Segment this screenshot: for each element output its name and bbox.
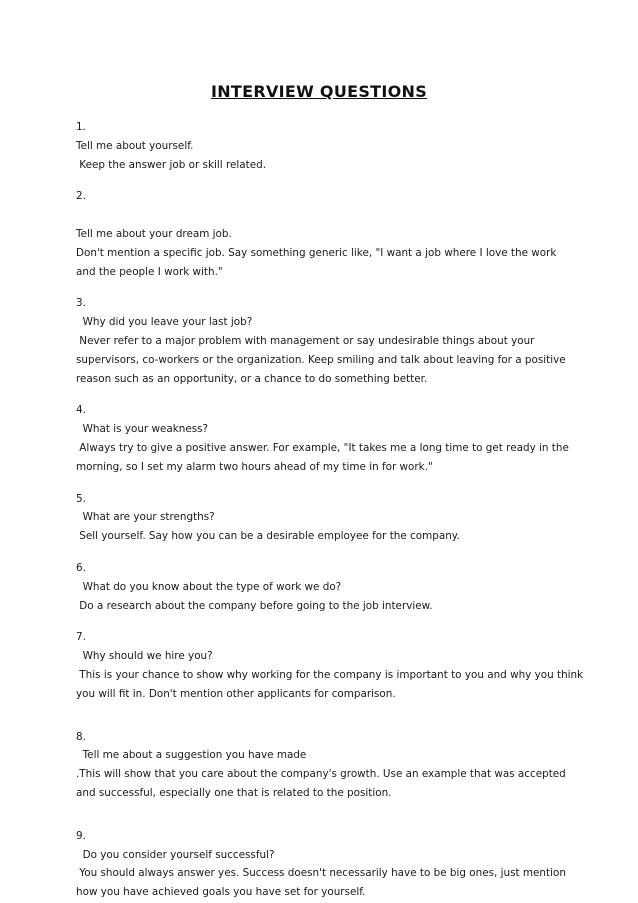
answer-text: supervisors, co-workers or the organization. Keep smiling and talk about leaving for a positive bbox=[76, 353, 566, 366]
answer-text: you will fit in. Don't mention other applicants for comparison. bbox=[76, 687, 396, 700]
answer-text: reason such as an opportunity, or a chance to do something better. bbox=[76, 372, 428, 385]
question-6 bbox=[76, 559, 566, 615]
answer-text: how you have achieved goals you have set for yourself. bbox=[76, 886, 366, 899]
question-4 bbox=[76, 401, 569, 476]
question-number: 9. bbox=[76, 829, 86, 842]
question-7 bbox=[76, 628, 584, 703]
answer-text: and the people I work with." bbox=[76, 265, 223, 278]
question-number: 7. bbox=[76, 631, 86, 644]
question-text: Tell me about your dream job. bbox=[76, 227, 232, 240]
answer-text: Do a research about the company before going to the job interview. bbox=[76, 599, 433, 612]
question-8 bbox=[76, 728, 566, 803]
question-5 bbox=[76, 490, 566, 546]
question-number: 4. bbox=[76, 404, 86, 417]
document-title: INTERVIEW QUESTIONS bbox=[210, 82, 428, 101]
question-text: Why did you leave your last job? bbox=[76, 316, 253, 329]
question-number: 3. bbox=[76, 297, 86, 310]
question-text: What is your weakness? bbox=[76, 423, 209, 436]
question-text: Do you consider yourself successful? bbox=[76, 848, 275, 861]
answer-text: This is your chance to show why working for the company is important to you and why you think bbox=[76, 668, 584, 681]
answer-text: .This will show that you care about the company's growth. Use an example that was accepted bbox=[76, 768, 566, 781]
question-number: 5. bbox=[76, 492, 86, 505]
answer-text: Always try to give a positive answer. For example, "It takes me a long time to get ready in the bbox=[76, 441, 569, 454]
blank-line bbox=[76, 206, 566, 225]
answer-text: Sell yourself. Say how you can be a desirable employee for the company. bbox=[76, 530, 460, 543]
answer-text: morning, so I set my alarm two hours ahead of my time in for work." bbox=[76, 460, 433, 473]
question-number: 1. bbox=[76, 121, 86, 133]
question-1 bbox=[76, 118, 566, 174]
question-text: What do you know about the type of work we do? bbox=[76, 580, 342, 593]
question-number: 8. bbox=[76, 730, 86, 743]
answer-text: Keep the answer job or skill related. bbox=[76, 158, 266, 171]
answer-text: Never refer to a major problem with management or say undesirable things about your bbox=[76, 334, 535, 347]
question-number: 2. bbox=[76, 190, 86, 203]
question-text: Why should we hire you? bbox=[76, 650, 213, 663]
answer-text: Don't mention a specific job. Say something generic like, "I want a job where I love the work bbox=[76, 246, 557, 259]
question-list bbox=[76, 118, 584, 902]
question-2 bbox=[76, 187, 566, 281]
answer-text: and successful, especially one that is related to the position. bbox=[76, 786, 392, 799]
question-9 bbox=[76, 827, 566, 902]
question-number: 6. bbox=[76, 561, 86, 574]
question-text: Tell me about yourself. bbox=[76, 139, 194, 152]
question-text: Tell me about a suggestion you have made bbox=[76, 749, 307, 762]
question-3 bbox=[76, 294, 566, 388]
question-text: What are your strengths? bbox=[76, 511, 215, 524]
answer-text: You should always answer yes. Success doesn't necessarily have to be big ones, just mention bbox=[76, 867, 566, 880]
